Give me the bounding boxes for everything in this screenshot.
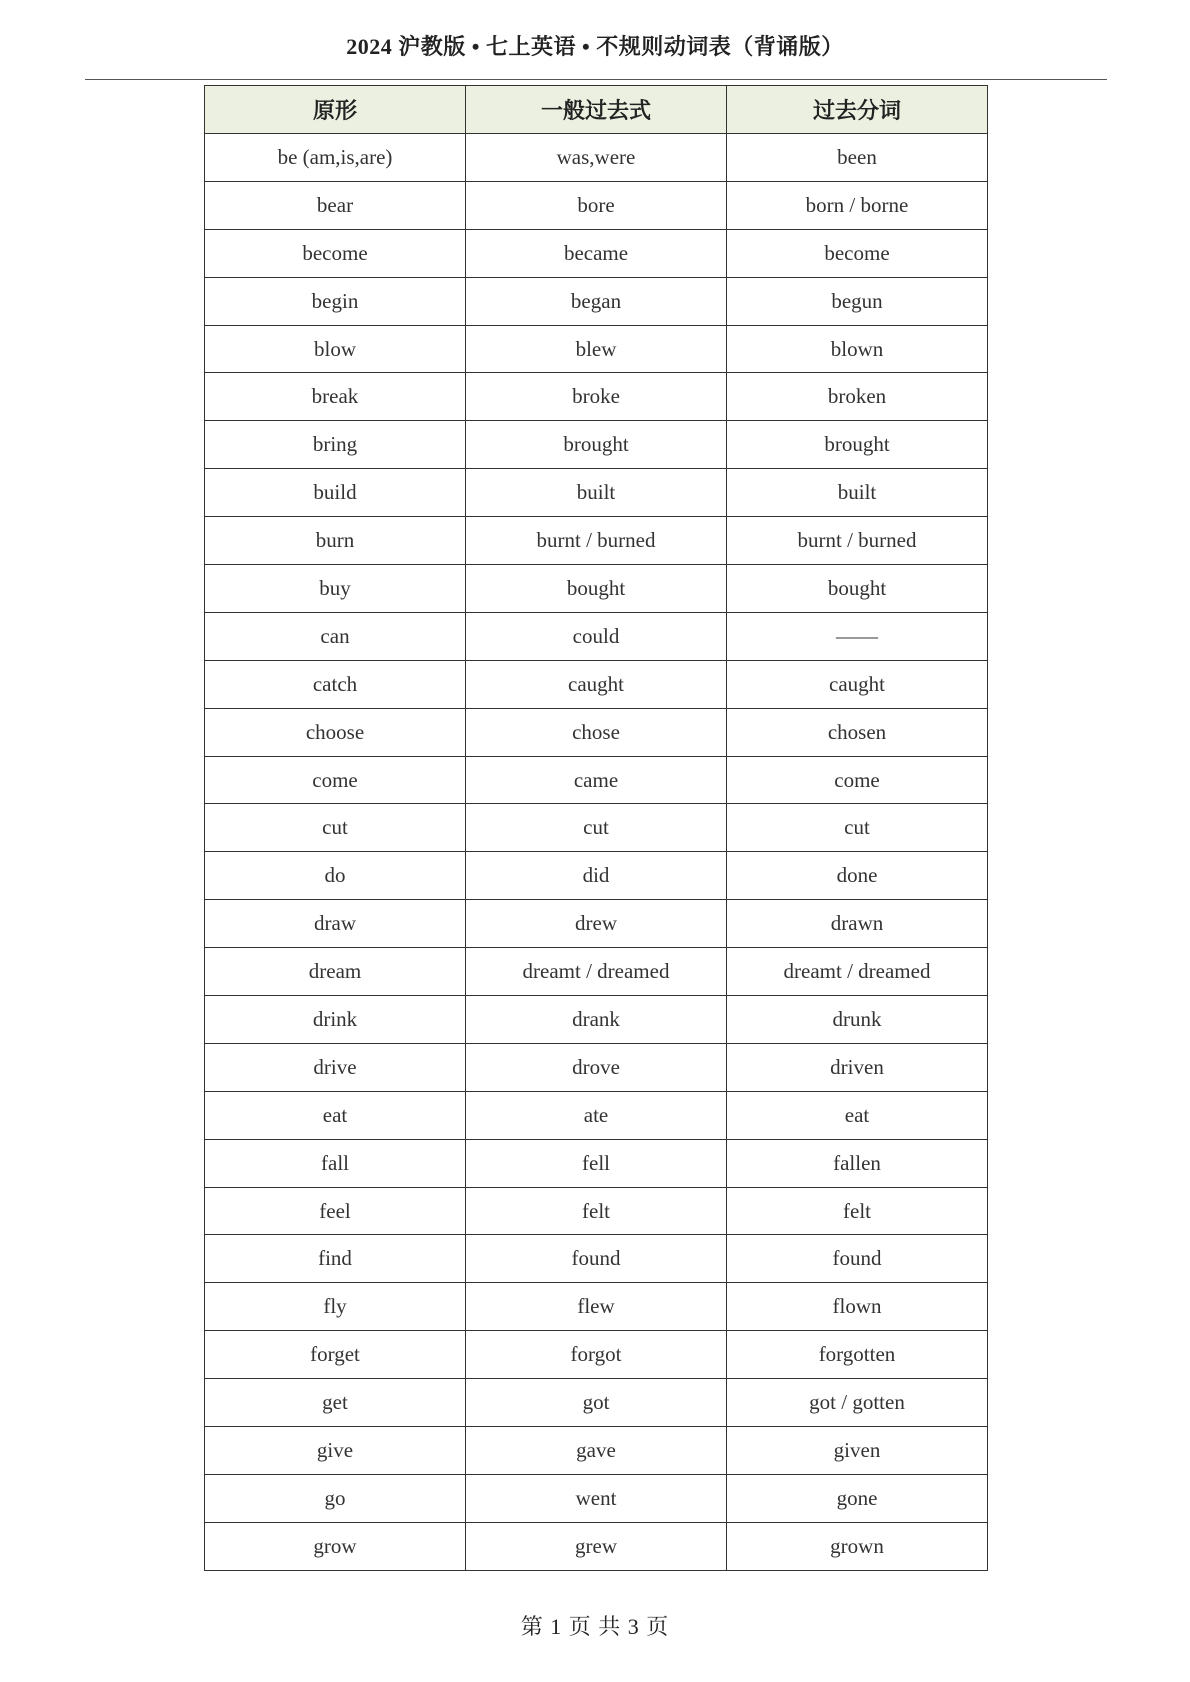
cell-base-form: give — [205, 1427, 466, 1475]
cell-base-form: catch — [205, 660, 466, 708]
table-row — [205, 1139, 988, 1187]
cell-past-tense: felt — [466, 1187, 727, 1235]
table-row — [205, 181, 988, 229]
column-header-past-tense: 一般过去式 — [466, 86, 727, 134]
table-row — [205, 660, 988, 708]
table-row — [205, 852, 988, 900]
cell-base-form: buy — [205, 565, 466, 613]
cell-past-participle: caught — [727, 660, 988, 708]
table-row — [205, 469, 988, 517]
cell-past-tense: came — [466, 756, 727, 804]
cell-past-participle: broken — [727, 373, 988, 421]
table-row — [205, 421, 988, 469]
column-header-base-form: 原形 — [205, 86, 466, 134]
cell-base-form: cut — [205, 804, 466, 852]
table-row — [205, 1522, 988, 1570]
header-divider — [85, 79, 1107, 80]
table-row — [205, 1091, 988, 1139]
cell-base-form: drink — [205, 996, 466, 1044]
table-row — [205, 325, 988, 373]
cell-past-tense: went — [466, 1474, 727, 1522]
cell-past-participle: fallen — [727, 1139, 988, 1187]
cell-past-tense: cut — [466, 804, 727, 852]
table-row — [205, 517, 988, 565]
cell-base-form: blow — [205, 325, 466, 373]
cell-past-participle: become — [727, 229, 988, 277]
cell-past-tense: bought — [466, 565, 727, 613]
cell-past-participle: blown — [727, 325, 988, 373]
cell-past-participle: got / gotten — [727, 1379, 988, 1427]
cell-past-participle: found — [727, 1235, 988, 1283]
cell-past-tense: began — [466, 277, 727, 325]
cell-past-participle: chosen — [727, 708, 988, 756]
page-title: 2024 沪教版 • 七上英语 • 不规则动词表（背诵版） — [346, 34, 844, 59]
cell-base-form: dream — [205, 948, 466, 996]
cell-past-tense: grew — [466, 1522, 727, 1570]
column-header-past-participle: 过去分词 — [727, 86, 988, 134]
cell-past-tense: ate — [466, 1091, 727, 1139]
cell-past-participle: gone — [727, 1474, 988, 1522]
table-row — [205, 1235, 988, 1283]
cell-base-form: find — [205, 1235, 466, 1283]
cell-past-tense: could — [466, 612, 727, 660]
table-header-row — [205, 86, 988, 134]
cell-base-form: build — [205, 469, 466, 517]
cell-past-participle: drawn — [727, 900, 988, 948]
cell-base-form: begin — [205, 277, 466, 325]
cell-past-tense: chose — [466, 708, 727, 756]
table-row — [205, 708, 988, 756]
page-number: 第 1 页 共 3 页 — [520, 1614, 670, 1639]
cell-past-participle: born / borne — [727, 181, 988, 229]
table-row — [205, 1043, 988, 1091]
table-row — [205, 612, 988, 660]
cell-past-tense: did — [466, 852, 727, 900]
cell-past-tense: drove — [466, 1043, 727, 1091]
cell-past-tense: was,were — [466, 134, 727, 182]
cell-past-tense: built — [466, 469, 727, 517]
cell-past-participle: eat — [727, 1091, 988, 1139]
cell-past-tense: fell — [466, 1139, 727, 1187]
cell-base-form: drive — [205, 1043, 466, 1091]
cell-past-participle: bought — [727, 565, 988, 613]
cell-past-tense: burnt / burned — [466, 517, 727, 565]
cell-past-participle: flown — [727, 1283, 988, 1331]
cell-base-form: draw — [205, 900, 466, 948]
cell-base-form: break — [205, 373, 466, 421]
table-row — [205, 1379, 988, 1427]
cell-base-form: do — [205, 852, 466, 900]
cell-past-tense: forgot — [466, 1331, 727, 1379]
cell-past-participle: been — [727, 134, 988, 182]
cell-past-tense: drew — [466, 900, 727, 948]
cell-base-form: grow — [205, 1522, 466, 1570]
cell-base-form: get — [205, 1379, 466, 1427]
cell-past-tense: got — [466, 1379, 727, 1427]
cell-base-form: come — [205, 756, 466, 804]
table-row — [205, 804, 988, 852]
cell-past-participle: burnt / burned — [727, 517, 988, 565]
irregular-verbs-table — [204, 85, 988, 1571]
cell-past-tense: flew — [466, 1283, 727, 1331]
cell-past-tense: blew — [466, 325, 727, 373]
table-body — [205, 134, 988, 1571]
table-row — [205, 229, 988, 277]
cell-base-form: become — [205, 229, 466, 277]
cell-past-participle: come — [727, 756, 988, 804]
cell-base-form: forget — [205, 1331, 466, 1379]
cell-base-form: eat — [205, 1091, 466, 1139]
cell-base-form: feel — [205, 1187, 466, 1235]
cell-base-form: fall — [205, 1139, 466, 1187]
cell-past-tense: bore — [466, 181, 727, 229]
cell-past-participle: driven — [727, 1043, 988, 1091]
cell-base-form: bear — [205, 181, 466, 229]
table-row — [205, 1427, 988, 1475]
table-row — [205, 996, 988, 1044]
cell-past-tense: found — [466, 1235, 727, 1283]
cell-past-participle: felt — [727, 1187, 988, 1235]
table-row — [205, 1474, 988, 1522]
cell-past-tense: brought — [466, 421, 727, 469]
table-row — [205, 900, 988, 948]
cell-past-tense: broke — [466, 373, 727, 421]
cell-past-participle: drunk — [727, 996, 988, 1044]
cell-past-tense: drank — [466, 996, 727, 1044]
cell-past-tense: dreamt / dreamed — [466, 948, 727, 996]
table-row — [205, 1331, 988, 1379]
cell-base-form: go — [205, 1474, 466, 1522]
table-row — [205, 756, 988, 804]
cell-base-form: fly — [205, 1283, 466, 1331]
table-row — [205, 134, 988, 182]
cell-base-form: choose — [205, 708, 466, 756]
cell-base-form: burn — [205, 517, 466, 565]
cell-base-form: bring — [205, 421, 466, 469]
cell-past-tense: became — [466, 229, 727, 277]
cell-base-form: be (am,is,are) — [205, 134, 466, 182]
table-row — [205, 565, 988, 613]
cell-past-participle: cut — [727, 804, 988, 852]
cell-past-participle: grown — [727, 1522, 988, 1570]
cell-past-tense: gave — [466, 1427, 727, 1475]
table-row — [205, 1283, 988, 1331]
cell-past-participle: given — [727, 1427, 988, 1475]
table-row — [205, 277, 988, 325]
table-row — [205, 373, 988, 421]
cell-past-participle: done — [727, 852, 988, 900]
cell-past-tense: caught — [466, 660, 727, 708]
table-row — [205, 1187, 988, 1235]
cell-past-participle: forgotten — [727, 1331, 988, 1379]
cell-base-form: can — [205, 612, 466, 660]
cell-past-participle: —— — [727, 612, 988, 660]
cell-past-participle: brought — [727, 421, 988, 469]
table-row — [205, 948, 988, 996]
cell-past-participle: dreamt / dreamed — [727, 948, 988, 996]
cell-past-participle: built — [727, 469, 988, 517]
cell-past-participle: begun — [727, 277, 988, 325]
